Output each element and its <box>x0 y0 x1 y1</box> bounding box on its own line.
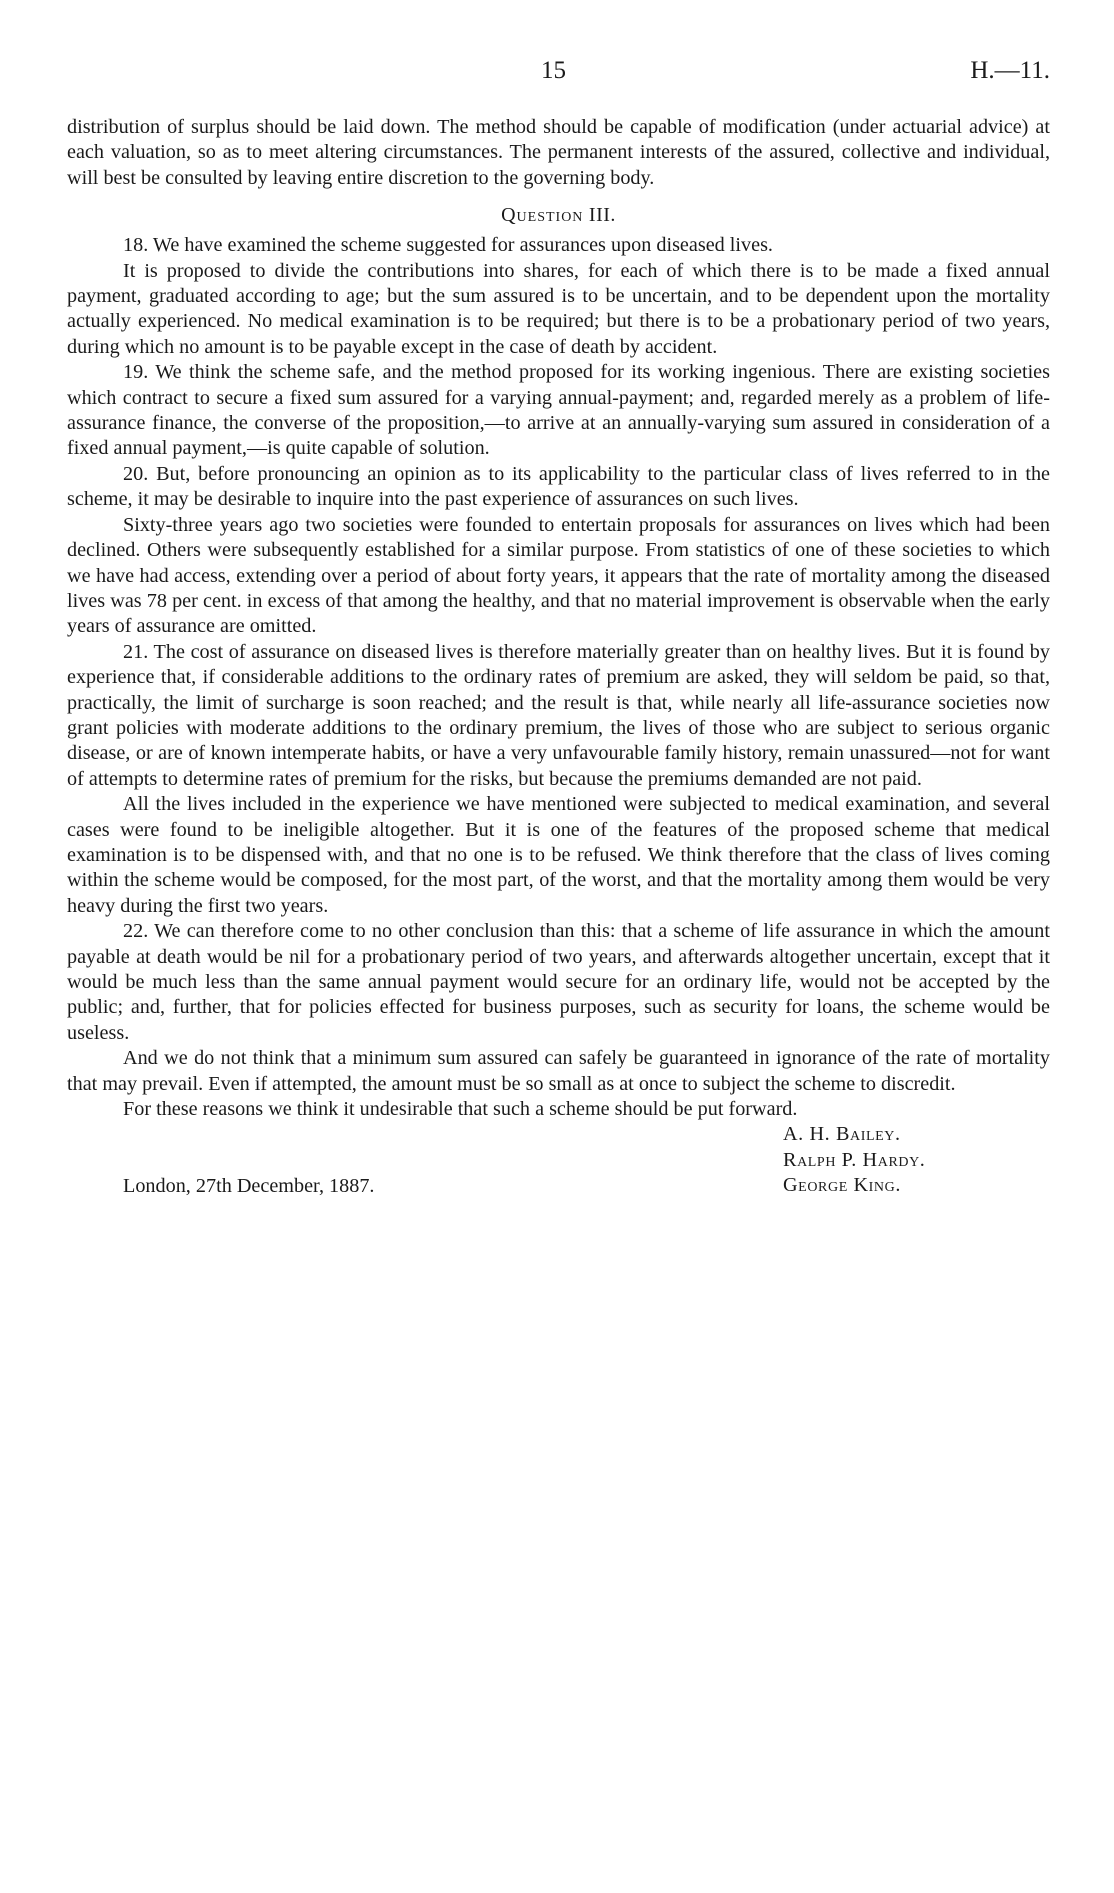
place-and-date: London, 27th December, 1887. <box>123 1175 375 1198</box>
signature-block <box>783 1122 925 1198</box>
document-page <box>67 0 1050 1232</box>
paragraph-21: 21. The cost of assurance on diseased lives is therefore materially greater than on healthy lives. But it is found by experience that, if considerable additions to the ordinary rates of premium are asked, they will seldom be paid, so that, practically, the limit of surcharge is soon reached; and the result is that, while nearly all life-assurance societies now grant policies with moderate additions to the ordinary premium, the lives of those who are subject to serious organic disease, or are of known intemperate habits, or have a very unfavourable family history, remain unassured—not for want of attempts to determine rates of premium for the risks, but because the premiums demanded are not paid. <box>67 640 1050 790</box>
section-heading-label: Question <box>501 204 584 227</box>
page-number: 15 <box>541 57 566 84</box>
document-reference: H.—11. <box>970 57 1050 84</box>
paragraph-continued: distribution of surplus should be laid down. The method should be capable of modification (under actuarial advice) at each valuation, so as to meet altering circumstances. The permanent interests of the assured, collective and individual, will best be consulted by leaving entire discretion to the governing body. <box>67 116 1050 189</box>
paragraph: Sixty-three years ago two societies were founded to entertain proposals for assurances on lives which had been declined. Others were subsequently established for a similar purpose. From statistics of one of these societies to which we have had access, extending over a period of about forty years, it appears that the rate of mortality among the diseased lives was 78 per cent. in excess of that among the healthy, and that no material improvement is observable when the early years of assurance are omitted. <box>67 513 1050 638</box>
document-body <box>67 115 1050 1122</box>
page-header <box>67 0 1050 115</box>
signatory: George King. <box>783 1174 901 1197</box>
signoff <box>67 1122 1050 1232</box>
paragraph-closing: For these reasons we think it undesirable that such a scheme should be put forward. <box>123 1098 798 1121</box>
paragraph-20: 20. But, before pronouncing an opinion as to its applicability to the particular class of lives referred to in the scheme, it may be desirable to inquire into the past experience of assurances on such lives. <box>67 462 1050 511</box>
paragraph-19: 19. We think the scheme safe, and the method proposed for its working ingenious. There are existing societies which contract to secure a fixed sum assured for a varying annual-payment; and, regarded merely as a problem of life-assurance finance, the converse of the proposition,—to arrive at an annually-varying sum assured in consideration of a fixed annual payment,—is quite capable of solution. <box>67 361 1050 460</box>
paragraph-18: 18. We have examined the scheme suggested for assurances upon diseased lives. <box>123 234 773 257</box>
signatory: A. H. Bailey. <box>783 1123 901 1146</box>
paragraph: It is proposed to divide the contributions into shares, for each of which there is to be made a fixed annual payment, graduated according to age; but the sum assured is to be uncertain, and to be dependent upon the mortality actually experienced. No medical examination is to be required; but there is to be a probationary period of two years, during which no amount is to be payable except in the case of death by accident. <box>67 259 1050 358</box>
section-heading-number: III. <box>588 204 616 227</box>
paragraph-22: 22. We can therefore come to no other conclusion than this: that a scheme of life assurance in which the amount payable at death would be nil for a probationary period of two years, and afterwards altogether uncertain, except that it would be much less than the same annual payment would secure for an ordinary life, would not be accepted by the public; and, further, that for policies effected for business purposes, such as security for loans, the scheme would be useless. <box>67 920 1050 1044</box>
section-heading <box>67 203 1050 228</box>
signatory: Ralph P. Hardy. <box>783 1148 926 1171</box>
paragraph: All the lives included in the experience we have mentioned were subjected to medical examination, and several cases were found to be ineligible altogether. But it is one of the features of the proposed scheme that medical examination is to be dispensed with, and that no one is to be refused. We think therefore that the class of lives coming within the scheme would be composed, for the most part, of the worst, and that the mortality among them would be very heavy during the first two years. <box>67 793 1050 917</box>
paragraph: And we do not think that a minimum sum assured can safely be guaranteed in ignorance of the rate of mortality that may prevail. Even if attempted, the amount must be so small as at once to subject the scheme to discredit. <box>67 1047 1050 1095</box>
